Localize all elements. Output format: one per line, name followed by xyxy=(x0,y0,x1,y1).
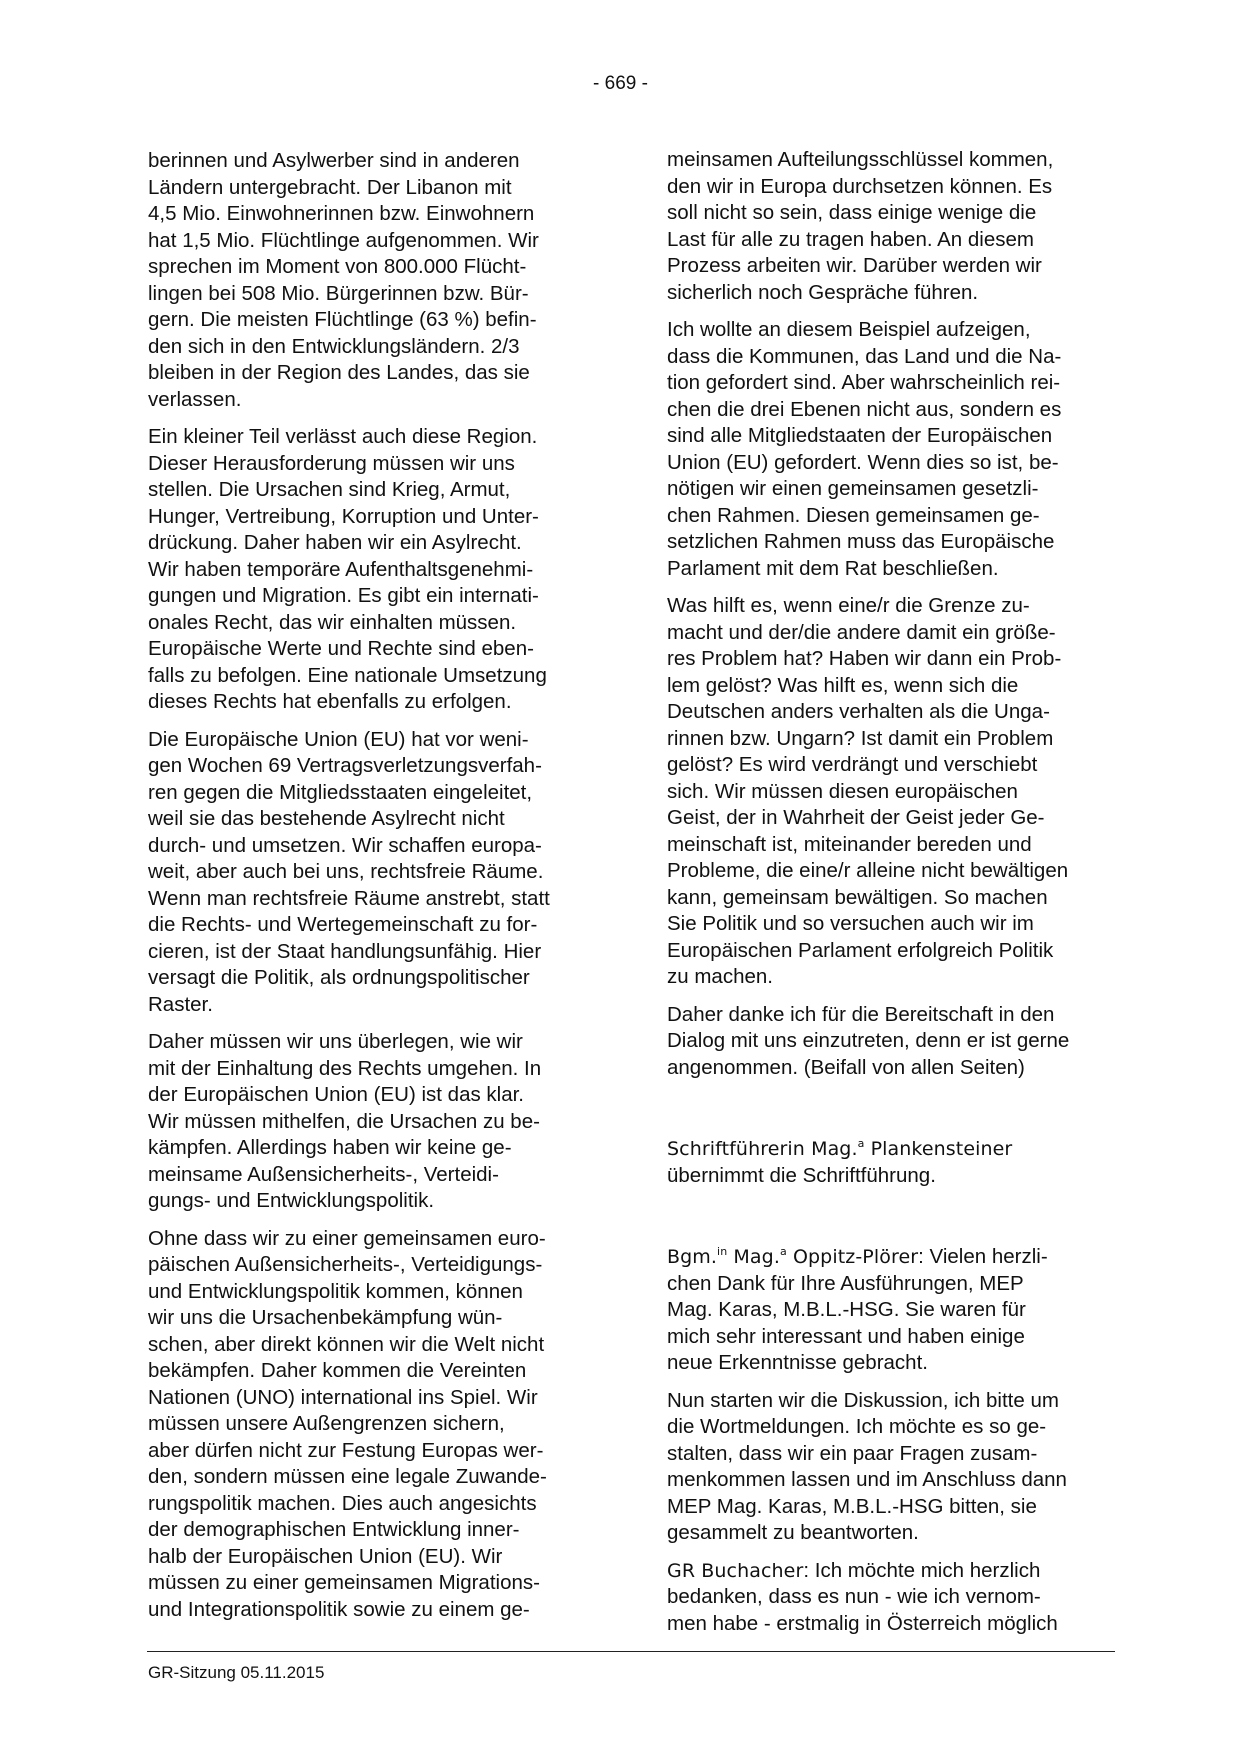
text-line: Union (EU) gefordert. Wenn dies so ist, be- xyxy=(667,450,1059,474)
text-line: meinschaft ist, miteinander bereden und xyxy=(667,832,1032,856)
text-line: drückung. Daher haben wir ein Asylrecht. xyxy=(148,531,522,554)
text-line: Daher müssen wir uns überlegen, wie wir xyxy=(148,1030,523,1053)
paragraph xyxy=(667,593,1132,991)
text-line: berinnen und Asylwerber sind in anderen xyxy=(148,149,520,172)
superscript: a xyxy=(857,1137,865,1150)
text-line: setzlichen Rahmen muss das Europäische xyxy=(667,530,1055,553)
superscript: a xyxy=(779,1245,787,1258)
speaker-surname: Plankensteiner xyxy=(864,1138,1013,1160)
text-line: gelöst? Es wird verdrängt und verschiebt xyxy=(667,753,1038,776)
text-line: menkommen lassen und im Anschluss dann xyxy=(667,1468,1067,1491)
text-line: der Europäischen Union (EU) ist das klar. xyxy=(148,1083,525,1106)
text-line: und Integrationspolitik sowie zu einem ge- xyxy=(148,1597,530,1621)
speaker-title: Mag. xyxy=(727,1246,780,1268)
text-line: die Rechts- und Wertegemeinschaft zu for- xyxy=(148,913,538,936)
text-line: müssen zu einer gemeinsamen Migrations- xyxy=(148,1571,540,1594)
text-line: verlassen. xyxy=(148,387,242,411)
mayor-speaker-line xyxy=(667,1244,1132,1271)
text-line: Die Europäische Union (EU) hat vor weni- xyxy=(148,727,529,751)
text-line: versagt die Politik, als ordnungspolitischer xyxy=(148,966,530,989)
text-line: gesammelt zu beantworten. xyxy=(667,1521,919,1544)
recorder-note xyxy=(667,1136,1132,1189)
footer-divider xyxy=(147,1651,1115,1652)
text-line: MEP Mag. Karas, M.B.L.-HSG bitten, sie xyxy=(667,1494,1037,1518)
text-line: gern. Die meisten Flüchtlinge (63 %) befin- xyxy=(148,308,537,331)
text-line: Nun starten wir die Diskussion, ich bitte um xyxy=(667,1388,1059,1412)
text-line: lem gelöst? Was hilft es, wenn sich die xyxy=(667,673,1019,697)
text-line: stellen. Die Ursachen sind Krieg, Armut, xyxy=(148,478,511,501)
gr-speaker-line xyxy=(667,1558,1132,1585)
paragraph xyxy=(667,317,1132,582)
text-line: cieren, ist der Staat handlungsunfähig. Hier xyxy=(148,939,542,963)
text-line: der demographischen Entwicklung inner- xyxy=(148,1518,520,1541)
text-line: Prozess arbeiten wir. Darüber werden wir xyxy=(667,254,1042,277)
text-line: bleiben in der Region des Landes, das sie xyxy=(148,361,530,384)
text-line: Wir müssen mithelfen, die Ursachen zu be- xyxy=(148,1109,540,1133)
statement-text: : Ich möchte mich herzlich xyxy=(803,1558,1041,1582)
text-line: meinsame Außensicherheits-, Verteidi- xyxy=(148,1162,499,1186)
text-line: Dialog mit uns einzutreten, denn er ist gerne xyxy=(667,1029,1070,1052)
speaker-title: Bgm. xyxy=(667,1246,718,1268)
text-line: Raster. xyxy=(148,992,213,1016)
text-line: Deutschen anders verhalten als die Unga- xyxy=(667,700,1050,723)
paragraph xyxy=(148,1226,608,1624)
gr-statement xyxy=(667,1558,1132,1638)
text-line: aber dürfen nicht zur Festung Europas wer- xyxy=(148,1438,544,1462)
text-line: halb der Europäischen Union (EU). Wir xyxy=(148,1544,503,1568)
page-number: - 669 - xyxy=(593,73,648,94)
text-line: gungen und Migration. Es gibt ein internati- xyxy=(148,584,539,607)
text-line: ren gegen die Mitgliedsstaaten eingeleitet, xyxy=(148,780,533,804)
text-line: men habe - erstmalig in Österreich möglich xyxy=(667,1611,1058,1635)
text-line: Daher danke ich für die Bereitschaft in den xyxy=(667,1002,1055,1026)
speaker-name: GR Buchacher xyxy=(667,1559,804,1582)
right-column xyxy=(667,147,1132,1648)
mayor-statement xyxy=(667,1244,1132,1377)
paragraph xyxy=(148,1029,608,1215)
text-line: kann, gemeinsam bewältigen. So machen xyxy=(667,885,1048,909)
text-line: den sich in den Entwicklungsländern. 2/3 xyxy=(148,334,520,358)
text-line: nötigen wir einen gemeinsamen gesetzli- xyxy=(667,477,1039,500)
text-line: lingen bei 508 Mio. Bürgerinnen bzw. Bür- xyxy=(148,281,529,305)
text-line: sicherlich noch Gespräche führen. xyxy=(667,280,979,304)
text-line: Europäische Werte und Rechte sind eben- xyxy=(148,637,534,660)
paragraph xyxy=(667,1002,1132,1082)
text-line: päischen Außensicherheits-, Verteidigungs- xyxy=(148,1253,543,1276)
text-line: zu machen. xyxy=(667,965,773,988)
text-line: übernimmt die Schriftführung. xyxy=(667,1163,936,1187)
text-line: weil sie das bestehende Asylrecht nicht xyxy=(148,807,505,830)
section-gap xyxy=(667,1200,1132,1244)
text-line: Ich wollte an diesem Beispiel aufzeigen, xyxy=(667,318,1031,341)
text-line: tion gefordert sind. Aber wahrscheinlich rei- xyxy=(667,371,1061,394)
paragraph xyxy=(148,727,608,1019)
text-line: Was hilft es, wenn eine/r die Grenze zu- xyxy=(667,594,1030,617)
text-line: dieses Rechts hat ebenfalls zu erfolgen. xyxy=(148,690,512,713)
text-line: und Entwicklungspolitik kommen, können xyxy=(148,1279,523,1303)
statement-text: : Vielen herzli- xyxy=(918,1245,1048,1268)
text-line: falls zu befolgen. Eine nationale Umsetzung xyxy=(148,663,547,687)
footer-text: GR-Sitzung 05.11.2015 xyxy=(148,1663,325,1682)
left-column xyxy=(148,148,608,1634)
text-line: Wir haben temporäre Aufenthaltsgenehmi- xyxy=(148,557,534,581)
text-line: Hunger, Vertreibung, Korruption und Unter- xyxy=(148,504,539,528)
text-line: kämpfen. Allerdings haben wir keine ge- xyxy=(148,1136,512,1159)
paragraph xyxy=(667,147,1132,306)
text-line: bedanken, dass es nun - wie ich vernom- xyxy=(667,1585,1041,1608)
text-line: Probleme, die eine/r alleine nicht bewältigen xyxy=(667,859,1069,882)
speaker-surname: Oppitz-Plörer xyxy=(786,1246,919,1268)
text-line: Ein kleiner Teil verlässt auch diese Region. xyxy=(148,425,538,448)
text-line: wir uns die Ursachenbekämpfung wün- xyxy=(148,1306,503,1329)
text-line: macht und der/die andere damit ein größe- xyxy=(667,620,1056,644)
text-line: rinnen bzw. Ungarn? Ist damit ein Problem xyxy=(667,726,1054,750)
text-line: sprechen im Moment von 800.000 Flücht- xyxy=(148,255,527,278)
text-line: weit, aber auch bei uns, rechtsfreie Räume. xyxy=(148,860,544,883)
text-line: Mag. Karas, M.B.L.-HSG. Sie waren für xyxy=(667,1298,1026,1321)
superscript: in xyxy=(717,1245,728,1258)
text-line: Ländern untergebracht. Der Libanon mit xyxy=(148,175,512,199)
paragraph xyxy=(667,1388,1132,1547)
text-line: mit der Einhaltung des Rechts umgehen. In xyxy=(148,1056,542,1080)
speaker-title: Schriftführerin Mag. xyxy=(667,1138,858,1160)
text-line: meinsamen Aufteilungsschlüssel kommen, xyxy=(667,148,1054,171)
text-line: rungspolitik machen. Dies auch angesichts xyxy=(148,1491,537,1515)
text-line: hat 1,5 Mio. Flüchtlinge aufgenommen. Wir xyxy=(148,228,539,252)
text-line: Nationen (UNO) international ins Spiel. Wir xyxy=(148,1385,538,1409)
section-gap xyxy=(667,1092,1132,1136)
text-line: den wir in Europa durchsetzen können. Es xyxy=(667,174,1053,198)
text-line: Parlament mit dem Rat beschließen. xyxy=(667,556,999,580)
text-line: stalten, dass wir ein paar Fragen zusam- xyxy=(667,1441,1038,1465)
text-line: Last für alle zu tragen haben. An diesem xyxy=(667,227,1034,251)
text-line: mich sehr interessant und haben einige xyxy=(667,1324,1025,1348)
text-line: schen, aber direkt können wir die Welt nicht xyxy=(148,1332,545,1356)
text-line: den, sondern müssen eine legale Zuwande- xyxy=(148,1465,547,1488)
text-line: Geist, der in Wahrheit der Geist jeder Ge- xyxy=(667,806,1045,829)
recorder-speaker-line xyxy=(667,1136,1132,1163)
paragraph xyxy=(148,148,608,413)
text-line: sich. Wir müssen diesen europäischen xyxy=(667,779,1018,803)
text-line: bekämpfen. Daher kommen die Vereinten xyxy=(148,1359,527,1382)
text-line: sind alle Mitgliedstaaten der Europäischen xyxy=(667,424,1053,447)
text-line: Ohne dass wir zu einer gemeinsamen euro- xyxy=(148,1226,546,1250)
text-line: Wenn man rechtsfreie Räume anstrebt, statt xyxy=(148,886,550,910)
text-line: chen die drei Ebenen nicht aus, sondern es xyxy=(667,397,1062,421)
text-line: gen Wochen 69 Vertragsverletzungsverfah- xyxy=(148,754,542,777)
speaker-name xyxy=(667,1246,918,1268)
text-line: Sie Politik und so versuchen auch wir im xyxy=(667,912,1034,935)
text-line: angenommen. (Beifall von allen Seiten) xyxy=(667,1055,1025,1079)
text-line: die Wortmeldungen. Ich möchte es so ge- xyxy=(667,1415,1047,1438)
text-line: gungs- und Entwicklungspolitik. xyxy=(148,1189,435,1212)
text-line: chen Rahmen. Diesen gemeinsamen ge- xyxy=(667,503,1040,527)
speaker-name xyxy=(667,1138,1012,1160)
paragraph xyxy=(148,424,608,716)
text-line: onales Recht, das wir einhalten müssen. xyxy=(148,610,517,634)
text-line: soll nicht so sein, dass einige wenige die xyxy=(667,201,1037,224)
text-line: res Problem hat? Haben wir dann ein Prob- xyxy=(667,647,1062,670)
text-line: Europäischen Parlament erfolgreich Politik xyxy=(667,938,1054,962)
text-line: neue Erkenntnisse gebracht. xyxy=(667,1351,928,1374)
text-line: chen Dank für Ihre Ausführungen, MEP xyxy=(667,1271,1024,1295)
text-line: 4,5 Mio. Einwohnerinnen bzw. Einwohnern xyxy=(148,202,535,225)
text-line: durch- und umsetzen. Wir schaffen europa- xyxy=(148,833,542,857)
text-line: Dieser Herausforderung müssen wir uns xyxy=(148,451,515,475)
text-line: dass die Kommunen, das Land und die Na- xyxy=(667,344,1062,368)
text-line: müssen unsere Außengrenzen sichern, xyxy=(148,1412,505,1435)
